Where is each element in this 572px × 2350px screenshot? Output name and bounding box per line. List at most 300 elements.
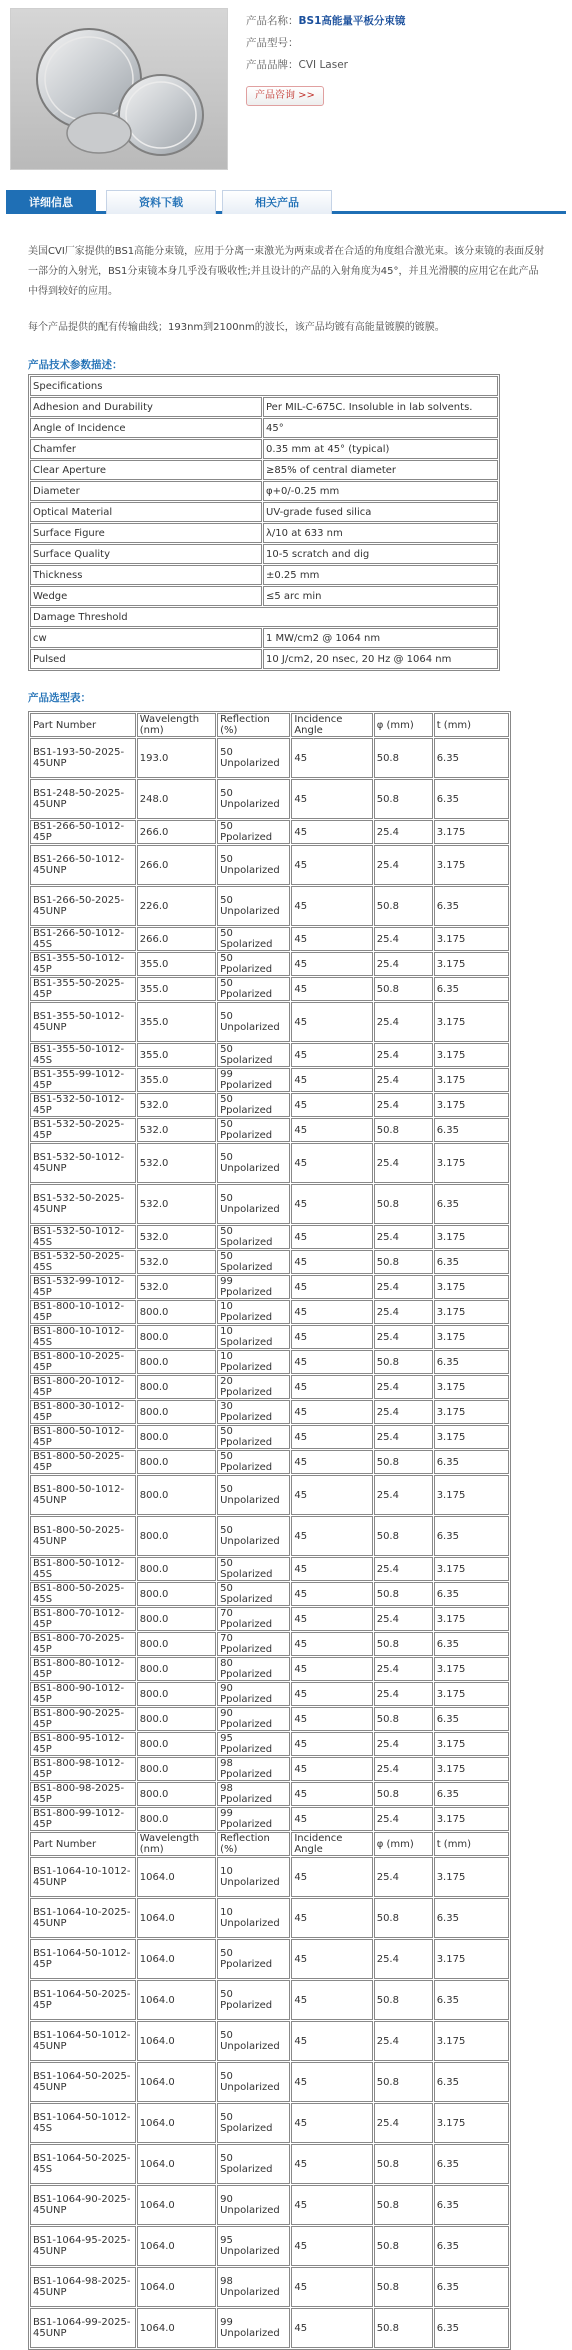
selection-cell: 45: [291, 1475, 372, 1515]
selection-cell: 800.0: [137, 1707, 216, 1731]
selection-cell: 50 Spolarized: [217, 1250, 290, 1274]
product-model-label: 产品型号：: [246, 37, 299, 49]
selection-row: [30, 845, 509, 885]
selection-cell: 50.8: [374, 1250, 433, 1274]
selection-cell: 90 Ppolarized: [217, 1682, 290, 1706]
content-tabs: [6, 190, 566, 214]
selection-cell: 50 Unpolarized: [217, 2062, 290, 2102]
selection-cell: 70 Ppolarized: [217, 1632, 290, 1656]
selection-row: [30, 1350, 509, 1374]
product-brand-value: CVI Laser: [298, 59, 348, 71]
selection-cell: 50.8: [374, 1632, 433, 1656]
selection-cell: 355.0: [137, 1043, 216, 1067]
selection-cell: BS1-800-70-2025-45P: [30, 1632, 136, 1656]
selection-cell: BS1-800-50-2025-45P: [30, 1450, 136, 1474]
selection-cell: 50 Spolarized: [217, 1225, 290, 1249]
selection-cell: BS1-800-20-1012-45P: [30, 1375, 136, 1399]
spec-value: 1 MW/cm2 @ 1064 nm: [263, 628, 498, 648]
selection-cell: 50.8: [374, 1516, 433, 1556]
selection-cell: 3.175: [434, 927, 509, 951]
selection-cell: 1064.0: [137, 2021, 216, 2061]
selection-cell: 800.0: [137, 1400, 216, 1424]
selection-cell: 45: [291, 1350, 372, 1374]
spec-row: [30, 628, 498, 648]
selection-cell: 25.4: [374, 1068, 433, 1092]
selection-cell: 25.4: [374, 1807, 433, 1831]
selection-cell: 99 Unpolarized: [217, 2308, 290, 2348]
product-name-value: BS1高能量平板分束镜: [298, 15, 406, 27]
spec-section-title: 产品技术参数描述：: [28, 359, 123, 371]
selection-cell: 800.0: [137, 1350, 216, 1374]
selection-row: [30, 1300, 509, 1324]
selection-cell: 3.175: [434, 1300, 509, 1324]
spec-value: ≤5 arc min: [263, 586, 498, 606]
selection-row: [30, 1250, 509, 1274]
selection-cell: 50 Ppolarized: [217, 820, 290, 844]
selection-row: [30, 1184, 509, 1224]
selection-cell: 3.175: [434, 845, 509, 885]
spec-key: Wedge: [30, 586, 262, 606]
selection-cell: 50 Ppolarized: [217, 1980, 290, 2020]
selection-cell: 25.4: [374, 1043, 433, 1067]
selection-cell: 6.35: [434, 1250, 509, 1274]
selection-cell: 3.175: [434, 1475, 509, 1515]
selection-cell: 45: [291, 2062, 372, 2102]
selection-cell: BS1-532-50-1012-45S: [30, 1225, 136, 1249]
selection-cell: 10 Unpolarized: [217, 1898, 290, 1938]
selection-cell: 1064.0: [137, 2226, 216, 2266]
selection-cell: BS1-266-50-2025-45UNP: [30, 886, 136, 926]
selection-header-cell: Part Number: [30, 713, 136, 737]
spec-row: [30, 565, 498, 585]
product-image: [10, 8, 228, 170]
selection-cell: 45: [291, 1375, 372, 1399]
selection-cell: 3.175: [434, 1002, 509, 1042]
selection-cell: 532.0: [137, 1225, 216, 1249]
selection-row: [30, 1068, 509, 1092]
selection-cell: 30 Ppolarized: [217, 1400, 290, 1424]
selection-cell: 193.0: [137, 738, 216, 778]
selection-cell: 25.4: [374, 1225, 433, 1249]
spec-row: [30, 418, 498, 438]
selection-cell: 266.0: [137, 845, 216, 885]
selection-cell: 25.4: [374, 1300, 433, 1324]
selection-cell: BS1-800-30-1012-45P: [30, 1400, 136, 1424]
selection-cell: 6.35: [434, 779, 509, 819]
selection-cell: 50 Ppolarized: [217, 1093, 290, 1117]
selection-cell: 3.175: [434, 820, 509, 844]
selection-cell: 3.175: [434, 1807, 509, 1831]
selection-cell: BS1-532-99-1012-45P: [30, 1275, 136, 1299]
spec-value: 45°: [263, 418, 498, 438]
selection-cell: 3.175: [434, 1325, 509, 1349]
selection-cell: 50 Ppolarized: [217, 977, 290, 1001]
selection-row: [30, 927, 509, 951]
selection-cell: 45: [291, 2226, 372, 2266]
selection-cell: 25.4: [374, 1143, 433, 1183]
selection-cell: 50 Ppolarized: [217, 1425, 290, 1449]
selection-cell: 1064.0: [137, 1857, 216, 1897]
selection-cell: 800.0: [137, 1300, 216, 1324]
selection-cell: 532.0: [137, 1118, 216, 1142]
selection-cell: 3.175: [434, 1732, 509, 1756]
selection-cell: 6.35: [434, 977, 509, 1001]
selection-cell: 800.0: [137, 1682, 216, 1706]
spec-key: Damage Threshold: [30, 607, 498, 627]
selection-cell: 45: [291, 1184, 372, 1224]
selection-cell: 45: [291, 1557, 372, 1581]
selection-cell: 3.175: [434, 1093, 509, 1117]
spec-row: [30, 649, 498, 669]
selection-cell: 800.0: [137, 1325, 216, 1349]
selection-header-cell: Incidence Angle: [291, 713, 372, 737]
selection-row: [30, 1657, 509, 1681]
selection-cell: BS1-800-99-1012-45P: [30, 1807, 136, 1831]
selection-cell: 800.0: [137, 1475, 216, 1515]
selection-cell: 6.35: [434, 1782, 509, 1806]
selection-row: [30, 1757, 509, 1781]
tab-details[interactable]: 详细信息: [6, 190, 96, 214]
selection-cell: 50 Ppolarized: [217, 1450, 290, 1474]
selection-cell: BS1-800-98-1012-45P: [30, 1757, 136, 1781]
description-paragraph-2: 每个产品提供的配有传输曲线；193nm到2100nm的波长，该产品均镀有高能量镀膜的镀膜。: [28, 322, 445, 333]
selection-cell: 95 Unpolarized: [217, 2226, 290, 2266]
spec-key: Specifications: [30, 376, 498, 396]
selection-cell: 95 Ppolarized: [217, 1732, 290, 1756]
selection-cell: 98 Unpolarized: [217, 2267, 290, 2307]
selection-cell: BS1-800-90-2025-45P: [30, 1707, 136, 1731]
spec-row: [30, 586, 498, 606]
selection-row: [30, 1857, 509, 1897]
selection-cell: BS1-1064-50-2025-45S: [30, 2144, 136, 2184]
selection-row: [30, 2021, 509, 2061]
selection-cell: 25.4: [374, 1400, 433, 1424]
selection-cell: BS1-800-90-1012-45P: [30, 1682, 136, 1706]
selection-cell: 50.8: [374, 977, 433, 1001]
selection-row: [30, 886, 509, 926]
selection-row: [30, 1682, 509, 1706]
selection-cell: BS1-1064-95-2025-45UNP: [30, 2226, 136, 2266]
selection-cell: 50.8: [374, 2144, 433, 2184]
selection-cell: 45: [291, 1707, 372, 1731]
selection-cell: 355.0: [137, 952, 216, 976]
spec-value: λ/10 at 633 nm: [263, 523, 498, 543]
selection-cell: 90 Unpolarized: [217, 2185, 290, 2225]
selection-cell: 45: [291, 2144, 372, 2184]
selection-row: [30, 952, 509, 976]
selection-cell: 45: [291, 1300, 372, 1324]
selection-cell: 25.4: [374, 1557, 433, 1581]
selection-cell: 45: [291, 845, 372, 885]
selection-row: [30, 1375, 509, 1399]
selection-row: [30, 1582, 509, 1606]
selection-cell: 800.0: [137, 1632, 216, 1656]
selection-cell: 45: [291, 2185, 372, 2225]
selection-cell: 1064.0: [137, 2308, 216, 2348]
selection-cell: 266.0: [137, 820, 216, 844]
selection-cell: 6.35: [434, 1184, 509, 1224]
selection-cell: 10 Ppolarized: [217, 1300, 290, 1324]
selection-cell: 50.8: [374, 1898, 433, 1938]
selection-cell: 800.0: [137, 1732, 216, 1756]
selection-cell: 10 Spolarized: [217, 1325, 290, 1349]
spec-value: φ+0/-0.25 mm: [263, 481, 498, 501]
selection-cell: 45: [291, 1225, 372, 1249]
selection-cell: 3.175: [434, 1607, 509, 1631]
selection-cell: BS1-1064-90-2025-45UNP: [30, 2185, 136, 2225]
spec-key: cw: [30, 628, 262, 648]
selection-cell: 50 Unpolarized: [217, 1516, 290, 1556]
selection-header-cell: Reflection (%): [217, 1832, 290, 1856]
selection-section-title: 产品选型表：: [28, 692, 91, 704]
selection-cell: 800.0: [137, 1557, 216, 1581]
selection-cell: 10 Unpolarized: [217, 1857, 290, 1897]
selection-cell: 532.0: [137, 1275, 216, 1299]
selection-cell: 45: [291, 1450, 372, 1474]
selection-cell: 25.4: [374, 1475, 433, 1515]
selection-row: [30, 2226, 509, 2266]
selection-cell: 25.4: [374, 2103, 433, 2143]
selection-cell: BS1-532-50-1012-45P: [30, 1093, 136, 1117]
selection-row: [30, 1632, 509, 1656]
selection-cell: 25.4: [374, 1757, 433, 1781]
selection-cell: 6.35: [434, 2185, 509, 2225]
selection-cell: 25.4: [374, 820, 433, 844]
selection-cell: 6.35: [434, 1898, 509, 1938]
selection-cell: 45: [291, 1582, 372, 1606]
selection-cell: BS1-800-50-1012-45S: [30, 1557, 136, 1581]
spec-key: Pulsed: [30, 649, 262, 669]
selection-header-cell: t (mm): [434, 1832, 509, 1856]
product-consult-button[interactable]: 产品咨询 >>: [246, 86, 324, 106]
selection-cell: 45: [291, 977, 372, 1001]
selection-row: [30, 1093, 509, 1117]
selection-cell: 3.175: [434, 1225, 509, 1249]
selection-cell: BS1-800-50-1012-45P: [30, 1425, 136, 1449]
selection-cell: 90 Ppolarized: [217, 1707, 290, 1731]
selection-row: [30, 1400, 509, 1424]
product-brand-label: 产品品牌：: [246, 59, 299, 71]
selection-cell: 355.0: [137, 1002, 216, 1042]
selection-cell: 45: [291, 1807, 372, 1831]
selection-cell: BS1-800-10-2025-45P: [30, 1350, 136, 1374]
selection-cell: 45: [291, 1607, 372, 1631]
selection-cell: BS1-355-99-1012-45P: [30, 1068, 136, 1092]
selection-cell: 25.4: [374, 927, 433, 951]
selection-cell: 50.8: [374, 1118, 433, 1142]
selection-cell: 1064.0: [137, 2103, 216, 2143]
selection-cell: 3.175: [434, 952, 509, 976]
selection-cell: 45: [291, 1632, 372, 1656]
selection-cell: 50.8: [374, 2226, 433, 2266]
selection-cell: 45: [291, 1043, 372, 1067]
selection-row: [30, 2267, 509, 2307]
selection-cell: 45: [291, 1275, 372, 1299]
selection-cell: 45: [291, 1657, 372, 1681]
selection-cell: 6.35: [434, 2062, 509, 2102]
selection-cell: 3.175: [434, 2021, 509, 2061]
selection-cell: BS1-355-50-2025-45P: [30, 977, 136, 1001]
selection-cell: 800.0: [137, 1582, 216, 1606]
selection-cell: BS1-355-50-1012-45S: [30, 1043, 136, 1067]
selection-cell: 800.0: [137, 1807, 216, 1831]
selection-cell: 532.0: [137, 1093, 216, 1117]
selection-cell: 800.0: [137, 1757, 216, 1781]
selection-cell: 45: [291, 1325, 372, 1349]
spec-key: Optical Material: [30, 502, 262, 522]
selection-cell: 25.4: [374, 1375, 433, 1399]
selection-row: [30, 977, 509, 1001]
selection-cell: 6.35: [434, 2226, 509, 2266]
selection-cell: 3.175: [434, 1757, 509, 1781]
selection-row: [30, 1275, 509, 1299]
selection-cell: 99 Ppolarized: [217, 1807, 290, 1831]
selection-cell: BS1-355-50-1012-45UNP: [30, 1002, 136, 1042]
selection-cell: 800.0: [137, 1450, 216, 1474]
spec-key: Diameter: [30, 481, 262, 501]
selection-cell: 50.8: [374, 1707, 433, 1731]
selection-cell: 45: [291, 1782, 372, 1806]
selection-cell: 3.175: [434, 2103, 509, 2143]
selection-cell: 45: [291, 1425, 372, 1449]
spec-row: [30, 502, 498, 522]
selection-cell: 6.35: [434, 738, 509, 778]
tab-downloads[interactable]: 资料下载: [106, 190, 216, 214]
selection-cell: BS1-532-50-2025-45UNP: [30, 1184, 136, 1224]
selection-cell: 1064.0: [137, 1939, 216, 1979]
selection-cell: 3.175: [434, 1143, 509, 1183]
spec-row: [30, 460, 498, 480]
selection-row: [30, 1043, 509, 1067]
selection-cell: 50.8: [374, 1582, 433, 1606]
selection-cell: 25.4: [374, 952, 433, 976]
selection-cell: BS1-266-50-1012-45P: [30, 820, 136, 844]
selection-row: [30, 1557, 509, 1581]
selection-cell: 3.175: [434, 1857, 509, 1897]
selection-cell: 1064.0: [137, 2267, 216, 2307]
selection-cell: 99 Ppolarized: [217, 1275, 290, 1299]
selection-cell: 50 Ppolarized: [217, 952, 290, 976]
selection-cell: 25.4: [374, 845, 433, 885]
selection-cell: 50 Unpolarized: [217, 1002, 290, 1042]
selection-cell: 50.8: [374, 779, 433, 819]
selection-cell: BS1-266-50-1012-45UNP: [30, 845, 136, 885]
selection-cell: 50.8: [374, 1980, 433, 2020]
spec-table: [28, 374, 500, 671]
selection-cell: 800.0: [137, 1782, 216, 1806]
selection-header-row: [30, 1832, 509, 1856]
selection-cell: 6.35: [434, 1980, 509, 2020]
spec-value: 10 J/cm2, 20 nsec, 20 Hz @ 1064 nm: [263, 649, 498, 669]
selection-cell: 98 Ppolarized: [217, 1757, 290, 1781]
selection-cell: BS1-193-50-2025-45UNP: [30, 738, 136, 778]
selection-row: [30, 2062, 509, 2102]
selection-cell: 45: [291, 779, 372, 819]
selection-cell: BS1-532-50-2025-45S: [30, 1250, 136, 1274]
selection-cell: 3.175: [434, 1939, 509, 1979]
selection-cell: 25.4: [374, 1657, 433, 1681]
selection-cell: 532.0: [137, 1184, 216, 1224]
selection-cell: 6.35: [434, 1118, 509, 1142]
product-header: [0, 0, 572, 178]
spec-value: ≥85% of central diameter: [263, 460, 498, 480]
selection-cell: 45: [291, 1118, 372, 1142]
selection-cell: BS1-532-50-1012-45UNP: [30, 1143, 136, 1183]
product-model-row: [246, 32, 405, 54]
selection-cell: 25.4: [374, 1857, 433, 1897]
spec-row: [30, 607, 498, 627]
spec-row: [30, 439, 498, 459]
selection-cell: 3.175: [434, 1275, 509, 1299]
selection-cell: BS1-800-95-1012-45P: [30, 1732, 136, 1756]
selection-cell: 3.175: [434, 1400, 509, 1424]
selection-row: [30, 1782, 509, 1806]
selection-cell: 6.35: [434, 886, 509, 926]
selection-cell: BS1-532-50-2025-45P: [30, 1118, 136, 1142]
selection-cell: 45: [291, 820, 372, 844]
selection-cell: BS1-1064-50-1012-45UNP: [30, 2021, 136, 2061]
selection-cell: 1064.0: [137, 1980, 216, 2020]
selection-cell: 6.35: [434, 1350, 509, 1374]
selection-cell: BS1-800-50-2025-45UNP: [30, 1516, 136, 1556]
selection-cell: BS1-1064-50-1012-45P: [30, 1939, 136, 1979]
selection-cell: 800.0: [137, 1375, 216, 1399]
selection-cell: BS1-1064-50-2025-45P: [30, 1980, 136, 2020]
selection-header-cell: Part Number: [30, 1832, 136, 1856]
selection-cell: BS1-1064-99-2025-45UNP: [30, 2308, 136, 2348]
selection-cell: 45: [291, 1002, 372, 1042]
product-brand-row: [246, 54, 405, 76]
spec-value: 0.35 mm at 45° (typical): [263, 439, 498, 459]
selection-cell: 50 Spolarized: [217, 1582, 290, 1606]
selection-header-cell: Wavelength (nm): [137, 1832, 216, 1856]
selection-header-cell: t (mm): [434, 713, 509, 737]
selection-cell: 6.35: [434, 1707, 509, 1731]
selection-cell: 3.175: [434, 1375, 509, 1399]
selection-row: [30, 1516, 509, 1556]
selection-cell: 50 Unpolarized: [217, 1475, 290, 1515]
selection-cell: 45: [291, 1068, 372, 1092]
spec-row: [30, 481, 498, 501]
selection-cell: BS1-248-50-2025-45UNP: [30, 779, 136, 819]
selection-cell: 266.0: [137, 927, 216, 951]
spec-row: [30, 397, 498, 417]
selection-cell: 50 Unpolarized: [217, 738, 290, 778]
selection-row: [30, 1143, 509, 1183]
selection-row: [30, 1002, 509, 1042]
product-info: [246, 10, 405, 106]
selection-cell: 50 Spolarized: [217, 927, 290, 951]
tab-related-products[interactable]: 相关产品: [222, 190, 332, 214]
selection-cell: BS1-1064-10-1012-45UNP: [30, 1857, 136, 1897]
spec-value: UV-grade fused silica: [263, 502, 498, 522]
selection-cell: 25.4: [374, 1939, 433, 1979]
selection-row: [30, 1450, 509, 1474]
selection-cell: 20 Ppolarized: [217, 1375, 290, 1399]
spec-row: [30, 523, 498, 543]
selection-cell: 45: [291, 927, 372, 951]
selection-cell: 3.175: [434, 1425, 509, 1449]
selection-cell: 50 Ppolarized: [217, 1939, 290, 1979]
selection-cell: 800.0: [137, 1516, 216, 1556]
selection-row: [30, 2144, 509, 2184]
selection-cell: 50.8: [374, 2185, 433, 2225]
selection-cell: 25.4: [374, 1682, 433, 1706]
selection-cell: 50 Spolarized: [217, 2103, 290, 2143]
selection-cell: 25.4: [374, 1607, 433, 1631]
selection-cell: BS1-800-10-1012-45S: [30, 1325, 136, 1349]
selection-row: [30, 779, 509, 819]
